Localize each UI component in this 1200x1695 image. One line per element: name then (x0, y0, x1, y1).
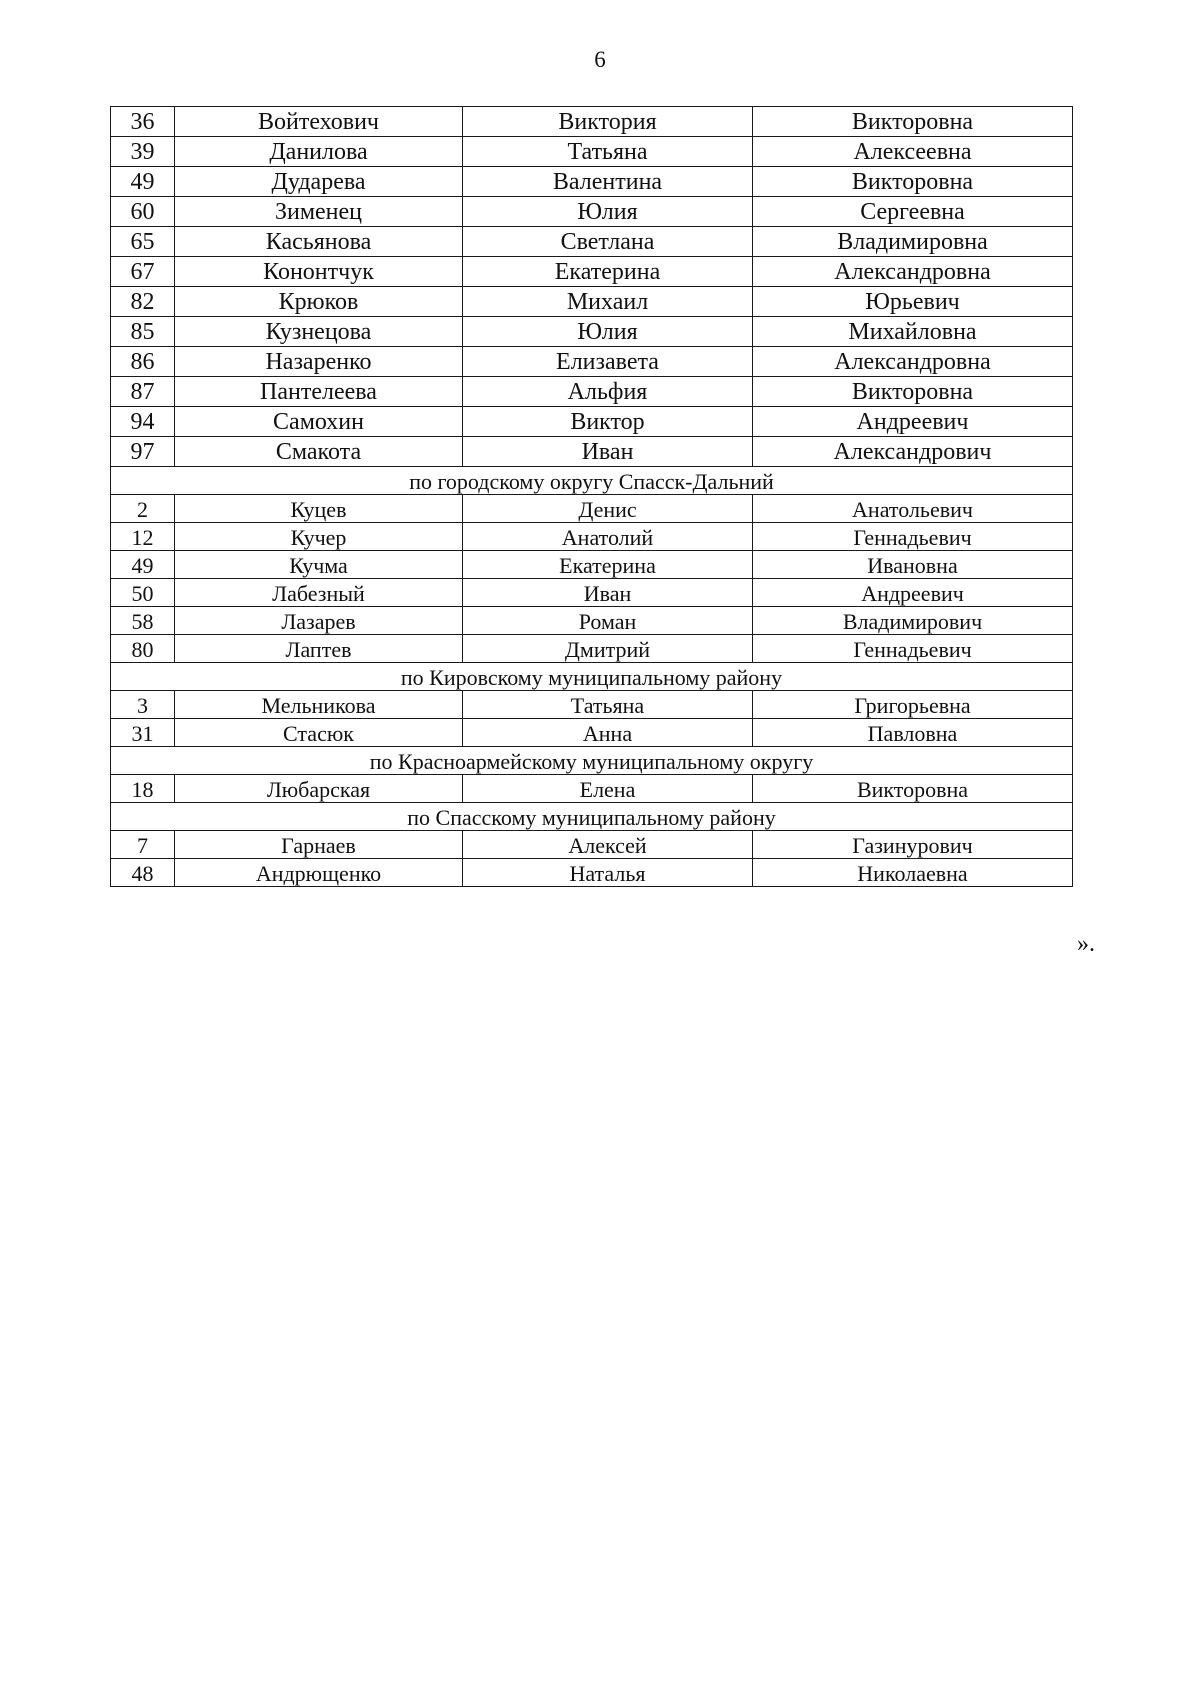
last-name-cell: Зименец (175, 197, 463, 227)
patronymic-cell: Викторовна (753, 775, 1073, 803)
patronymic-cell: Геннадьевич (753, 635, 1073, 663)
table-row (111, 257, 1073, 287)
patronymic-cell: Владимировна (753, 227, 1073, 257)
patronymic-cell: Григорьевна (753, 691, 1073, 719)
section-title: по Спасскому муниципальному району (111, 803, 1073, 831)
last-name-cell: Данилова (175, 137, 463, 167)
row-number-cell: 50 (111, 579, 175, 607)
table-row (111, 137, 1073, 167)
last-name-cell: Смакота (175, 437, 463, 467)
row-number-cell: 94 (111, 407, 175, 437)
last-name-cell: Кучер (175, 523, 463, 551)
patronymic-cell: Владимирович (753, 607, 1073, 635)
row-number-cell: 3 (111, 691, 175, 719)
table-row (111, 167, 1073, 197)
row-number-cell: 31 (111, 719, 175, 747)
roster-table-body (111, 107, 1073, 887)
first-name-cell: Дмитрий (463, 635, 753, 663)
first-name-cell: Светлана (463, 227, 753, 257)
table-row (111, 495, 1073, 523)
closing-quote: ». (1077, 931, 1095, 957)
last-name-cell: Лаптев (175, 635, 463, 663)
row-number-cell: 85 (111, 317, 175, 347)
patronymic-cell: Андреевич (753, 407, 1073, 437)
last-name-cell: Касьянова (175, 227, 463, 257)
last-name-cell: Кононтчук (175, 257, 463, 287)
first-name-cell: Екатерина (463, 551, 753, 579)
last-name-cell: Кузнецова (175, 317, 463, 347)
last-name-cell: Войтехович (175, 107, 463, 137)
patronymic-cell: Александровна (753, 347, 1073, 377)
first-name-cell: Елизавета (463, 347, 753, 377)
table-row (111, 377, 1073, 407)
first-name-cell: Виктория (463, 107, 753, 137)
section-header-row (111, 467, 1073, 495)
section-title: по Кировскому муниципальному району (111, 663, 1073, 691)
patronymic-cell: Ивановна (753, 551, 1073, 579)
table-row (111, 579, 1073, 607)
section-header-row (111, 747, 1073, 775)
first-name-cell: Роман (463, 607, 753, 635)
last-name-cell: Лабезный (175, 579, 463, 607)
last-name-cell: Любарская (175, 775, 463, 803)
patronymic-cell: Алексеевна (753, 137, 1073, 167)
first-name-cell: Наталья (463, 859, 753, 887)
first-name-cell: Юлия (463, 317, 753, 347)
first-name-cell: Виктор (463, 407, 753, 437)
row-number-cell: 65 (111, 227, 175, 257)
table-row (111, 523, 1073, 551)
patronymic-cell: Викторовна (753, 107, 1073, 137)
first-name-cell: Екатерина (463, 257, 753, 287)
roster-table (110, 106, 1073, 887)
table-row (111, 831, 1073, 859)
table-row (111, 635, 1073, 663)
patronymic-cell: Газинурович (753, 831, 1073, 859)
last-name-cell: Пантелеева (175, 377, 463, 407)
first-name-cell: Валентина (463, 167, 753, 197)
first-name-cell: Татьяна (463, 691, 753, 719)
patronymic-cell: Александрович (753, 437, 1073, 467)
table-row (111, 227, 1073, 257)
last-name-cell: Лазарев (175, 607, 463, 635)
first-name-cell: Татьяна (463, 137, 753, 167)
table-row (111, 551, 1073, 579)
section-title: по Красноармейскому муниципальному округу (111, 747, 1073, 775)
table-row (111, 607, 1073, 635)
row-number-cell: 12 (111, 523, 175, 551)
section-header-row (111, 663, 1073, 691)
row-number-cell: 18 (111, 775, 175, 803)
row-number-cell: 48 (111, 859, 175, 887)
row-number-cell: 2 (111, 495, 175, 523)
table-row (111, 437, 1073, 467)
first-name-cell: Альфия (463, 377, 753, 407)
patronymic-cell: Викторовна (753, 377, 1073, 407)
row-number-cell: 39 (111, 137, 175, 167)
table-row (111, 691, 1073, 719)
first-name-cell: Алексей (463, 831, 753, 859)
row-number-cell: 36 (111, 107, 175, 137)
patronymic-cell: Николаевна (753, 859, 1073, 887)
patronymic-cell: Павловна (753, 719, 1073, 747)
row-number-cell: 86 (111, 347, 175, 377)
row-number-cell: 97 (111, 437, 175, 467)
table-row (111, 197, 1073, 227)
table-row (111, 407, 1073, 437)
section-title: по городскому округу Спасск-Дальний (111, 467, 1073, 495)
last-name-cell: Андрющенко (175, 859, 463, 887)
first-name-cell: Денис (463, 495, 753, 523)
patronymic-cell: Михайловна (753, 317, 1073, 347)
row-number-cell: 49 (111, 551, 175, 579)
patronymic-cell: Сергеевна (753, 197, 1073, 227)
row-number-cell: 49 (111, 167, 175, 197)
first-name-cell: Елена (463, 775, 753, 803)
row-number-cell: 58 (111, 607, 175, 635)
table-row (111, 859, 1073, 887)
table-row (111, 317, 1073, 347)
last-name-cell: Крюков (175, 287, 463, 317)
row-number-cell: 7 (111, 831, 175, 859)
last-name-cell: Куцев (175, 495, 463, 523)
last-name-cell: Гарнаев (175, 831, 463, 859)
first-name-cell: Анна (463, 719, 753, 747)
patronymic-cell: Александровна (753, 257, 1073, 287)
table-row (111, 107, 1073, 137)
table-row (111, 347, 1073, 377)
patronymic-cell: Анатольевич (753, 495, 1073, 523)
last-name-cell: Мельникова (175, 691, 463, 719)
table-row (111, 287, 1073, 317)
row-number-cell: 87 (111, 377, 175, 407)
first-name-cell: Михаил (463, 287, 753, 317)
table-row (111, 775, 1073, 803)
patronymic-cell: Юрьевич (753, 287, 1073, 317)
page-number: 6 (594, 47, 606, 72)
first-name-cell: Иван (463, 437, 753, 467)
patronymic-cell: Андреевич (753, 579, 1073, 607)
last-name-cell: Кучма (175, 551, 463, 579)
patronymic-cell: Геннадьевич (753, 523, 1073, 551)
row-number-cell: 67 (111, 257, 175, 287)
row-number-cell: 80 (111, 635, 175, 663)
last-name-cell: Самохин (175, 407, 463, 437)
first-name-cell: Анатолий (463, 523, 753, 551)
section-header-row (111, 803, 1073, 831)
row-number-cell: 82 (111, 287, 175, 317)
first-name-cell: Юлия (463, 197, 753, 227)
first-name-cell: Иван (463, 579, 753, 607)
last-name-cell: Стасюк (175, 719, 463, 747)
row-number-cell: 60 (111, 197, 175, 227)
last-name-cell: Назаренко (175, 347, 463, 377)
patronymic-cell: Викторовна (753, 167, 1073, 197)
last-name-cell: Дударева (175, 167, 463, 197)
table-row (111, 719, 1073, 747)
